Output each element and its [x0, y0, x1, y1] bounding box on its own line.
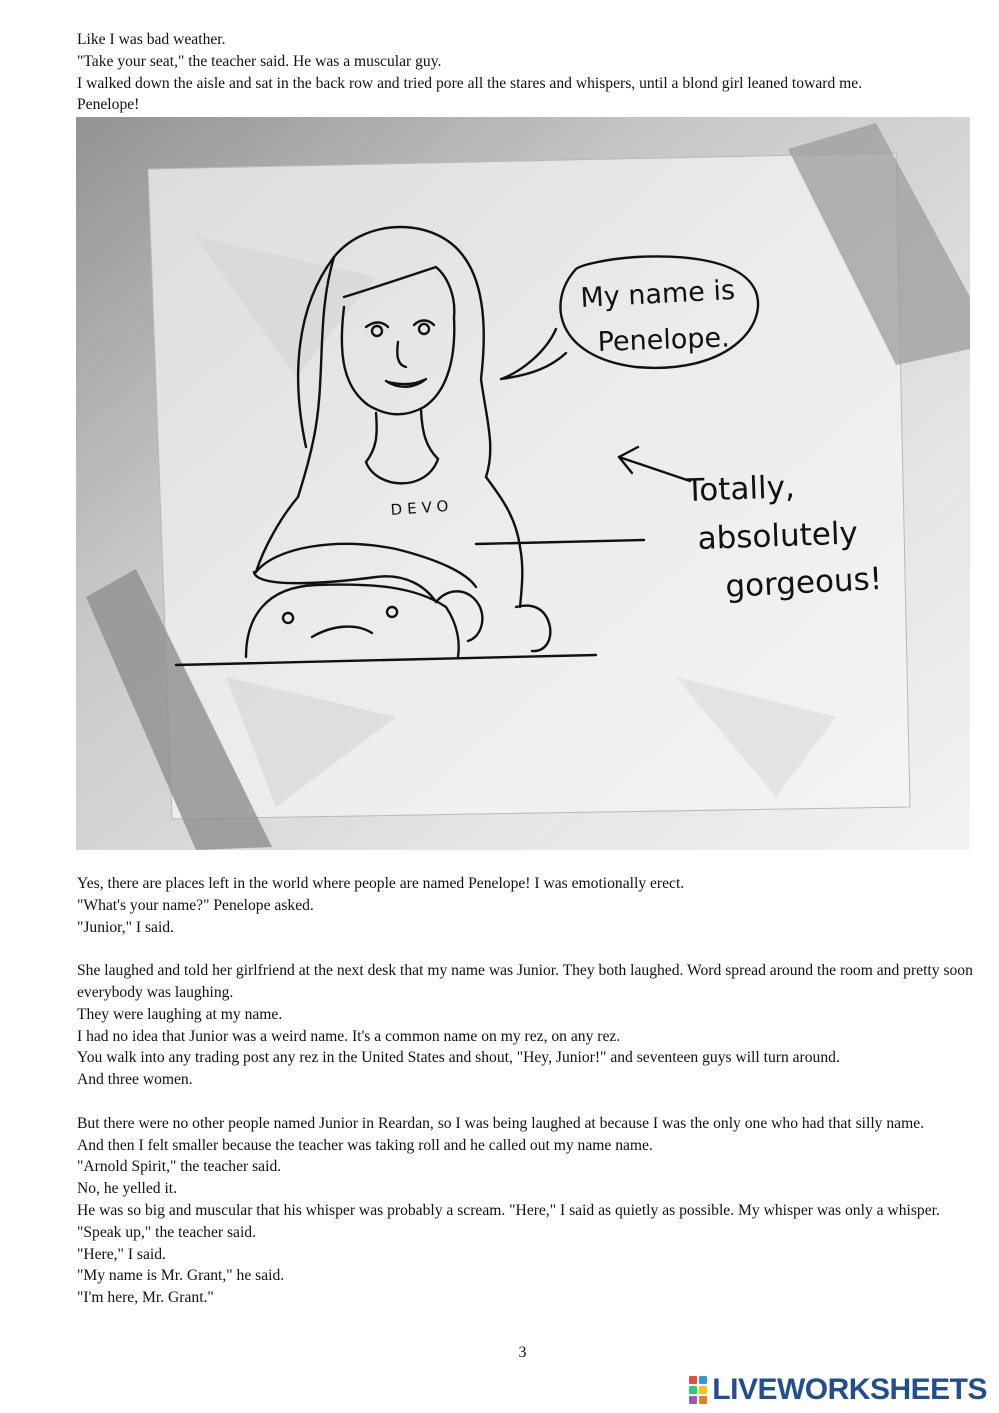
paragraph: She laughed and told her girlfriend at the next desk that my name was Junior. They both laughed. Word spread around the room and pretty soon everybody was laughing. [77, 962, 973, 1001]
liveworksheets-brand[interactable] [689, 1371, 987, 1409]
paragraph: Penelope! [77, 96, 140, 114]
shirt-text: DEVO [390, 496, 454, 519]
logo-square [699, 1376, 707, 1384]
page-number: 3 [518, 1344, 527, 1361]
paragraph: "Junior," I said. [77, 918, 174, 936]
paragraph: "I'm here, Mr. Grant." [77, 1289, 214, 1307]
logo-square [699, 1386, 707, 1394]
spacer [77, 938, 977, 960]
paragraph: No, he yelled it. [77, 1180, 178, 1198]
brand-name: LIVEWORKSHEETS [712, 1373, 987, 1406]
paragraph: You walk into any trading post any rez in the United States and shout, "Hey, Junior!" and seventeen guys will turn around. [77, 1049, 840, 1067]
paragraph: He was so big and muscular that his whisper was probably a scream. "Here," I said as quietly as possible. My whisper was only a whisper. "Speak up," the teacher said. [77, 1201, 940, 1241]
paragraph: Like I was bad weather. [77, 31, 226, 48]
caption-line: gorgeous! [724, 560, 884, 605]
paragraph: I had no idea that Junior was a weird name. It's a common name on my rez, on any rez. [77, 1027, 621, 1045]
paragraph: "Take your seat," the teacher said. He was a muscular guy. [77, 52, 442, 70]
penelope-illustration [76, 117, 970, 850]
paragraph: They were laughing at my name. [77, 1005, 283, 1023]
paragraph: I walked down the aisle and sat in the back row and tried pore all the stares and whispers, until a blond girl leaned toward me. [77, 74, 863, 92]
paragraph: "Arnold Spirit," the teacher said. [77, 1158, 282, 1176]
paragraph: "Here," I said. [77, 1245, 166, 1263]
paragraph: But there were no other people named Junior in Reardan, so I was being laughed at because I was the only one who had that silly name. [77, 1114, 925, 1132]
paragraph: Yes, there are places left in the world where people are named Penelope! I was emotionally erect. [77, 875, 685, 892]
logo-square [689, 1386, 697, 1394]
logo-square [689, 1396, 697, 1404]
intro-text [77, 29, 977, 116]
caption-line: Totally, [685, 469, 796, 509]
speech-bubble-line: My name is [579, 274, 736, 314]
spacer [77, 1091, 977, 1113]
liveworksheets-logo-icon [689, 1376, 707, 1404]
story-text [77, 873, 977, 1309]
logo-square [689, 1376, 697, 1384]
speech-bubble-line: Penelope. [597, 322, 731, 358]
caption-line: absolutely [697, 515, 859, 557]
logo-square [699, 1396, 707, 1404]
paragraph: And three women. [77, 1071, 193, 1089]
paragraph: "What's your name?" Penelope asked. [77, 896, 314, 914]
paragraph: And then I felt smaller because the teacher was taking roll and he called out my name name. [77, 1136, 653, 1154]
paragraph: "My name is Mr. Grant," he said. [77, 1267, 285, 1285]
